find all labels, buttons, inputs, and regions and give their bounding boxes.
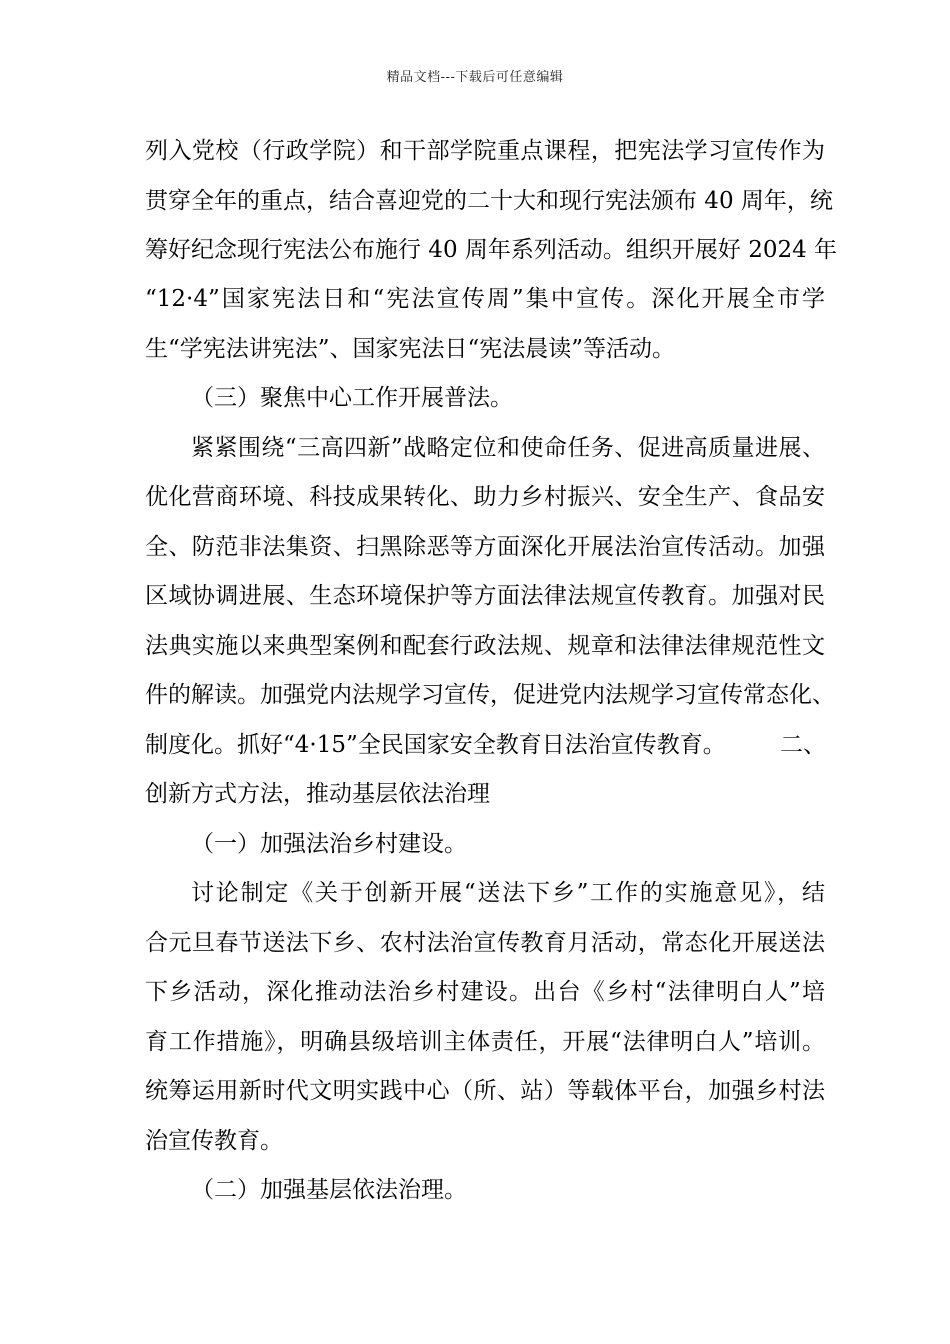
section-heading: （一）加强法治乡村建设。 [191,831,467,857]
paragraph-line: 下乡活动，深化推动法治乡村建设。出台《乡村“法律明白人”培 [145,979,825,1005]
paragraph-line: 列入党校（行政学院）和干部学院重点课程，把宪法学习宣传作为 [145,138,825,164]
section-number: 二、 [780,732,826,758]
paragraph-line: 讨论制定《关于创新开展“送法下乡”工作的实施意见》，结 [191,880,825,906]
paragraph-line: 优化营商环境、科技成果转化、助力乡村振兴、安全生产、食品安 [145,484,825,510]
paragraph-line: 区域协调进展、生态环境保护等方面法律法规宣传教育。加强对民 [145,583,825,609]
paragraph-line: 生“学宪法讲宪法”、国家宪法日“宪法晨读”等活动。 [145,336,676,362]
paragraph-line: 件的解读。加强党内法规学习宣传，促进党内法规学习宣传常态化、 [145,682,835,708]
section-heading: （二）加强基层依法治理。 [191,1177,467,1203]
paragraph-line: 法典实施以来典型案例和配套行政法规、规章和法律法律规范性文 [145,633,825,659]
paragraph-line: 育工作措施》，明确县级培训主体责任，开展“法律明白人”培训。 [145,1029,825,1055]
page-header: 精品文档---下载后可任意编辑 [386,70,564,85]
paragraph-line: 筹好纪念现行宪法公布施行 40 周年系列活动。组织开展好 2024 年 [145,237,838,263]
section-heading: （三）聚焦中心工作开展普法。 [191,385,513,411]
section-title: 创新方式方法，推动基层依法治理 [145,781,490,807]
paragraph-line: 治宣传教育。 [145,1128,283,1154]
paragraph-line: 全、防范非法集资、扫黑除恶等方面深化开展法治宣传活动。加强 [145,534,825,560]
paragraph-line: 制度化。抓好“4·15”全民国家安全教育日法治宣传教育。 [145,732,726,758]
paragraph-line: 贯穿全年的重点，结合喜迎党的二十大和现行宪法颁布 40 周年，统 [145,188,833,214]
paragraph-line: 紧紧围绕“三高四新”战略定位和使命任务、促进高质量进展、 [191,435,825,461]
paragraph-line: 合元旦春节送法下乡、农村法治宣传教育月活动，常态化开展送法 [145,930,825,956]
paragraph-line: 统筹运用新时代文明实践中心（所、站）等载体平台，加强乡村法 [145,1078,825,1104]
paragraph-line: “12·4”国家宪法日和“宪法宣传周”集中宣传。深化开展全市学 [145,286,825,312]
